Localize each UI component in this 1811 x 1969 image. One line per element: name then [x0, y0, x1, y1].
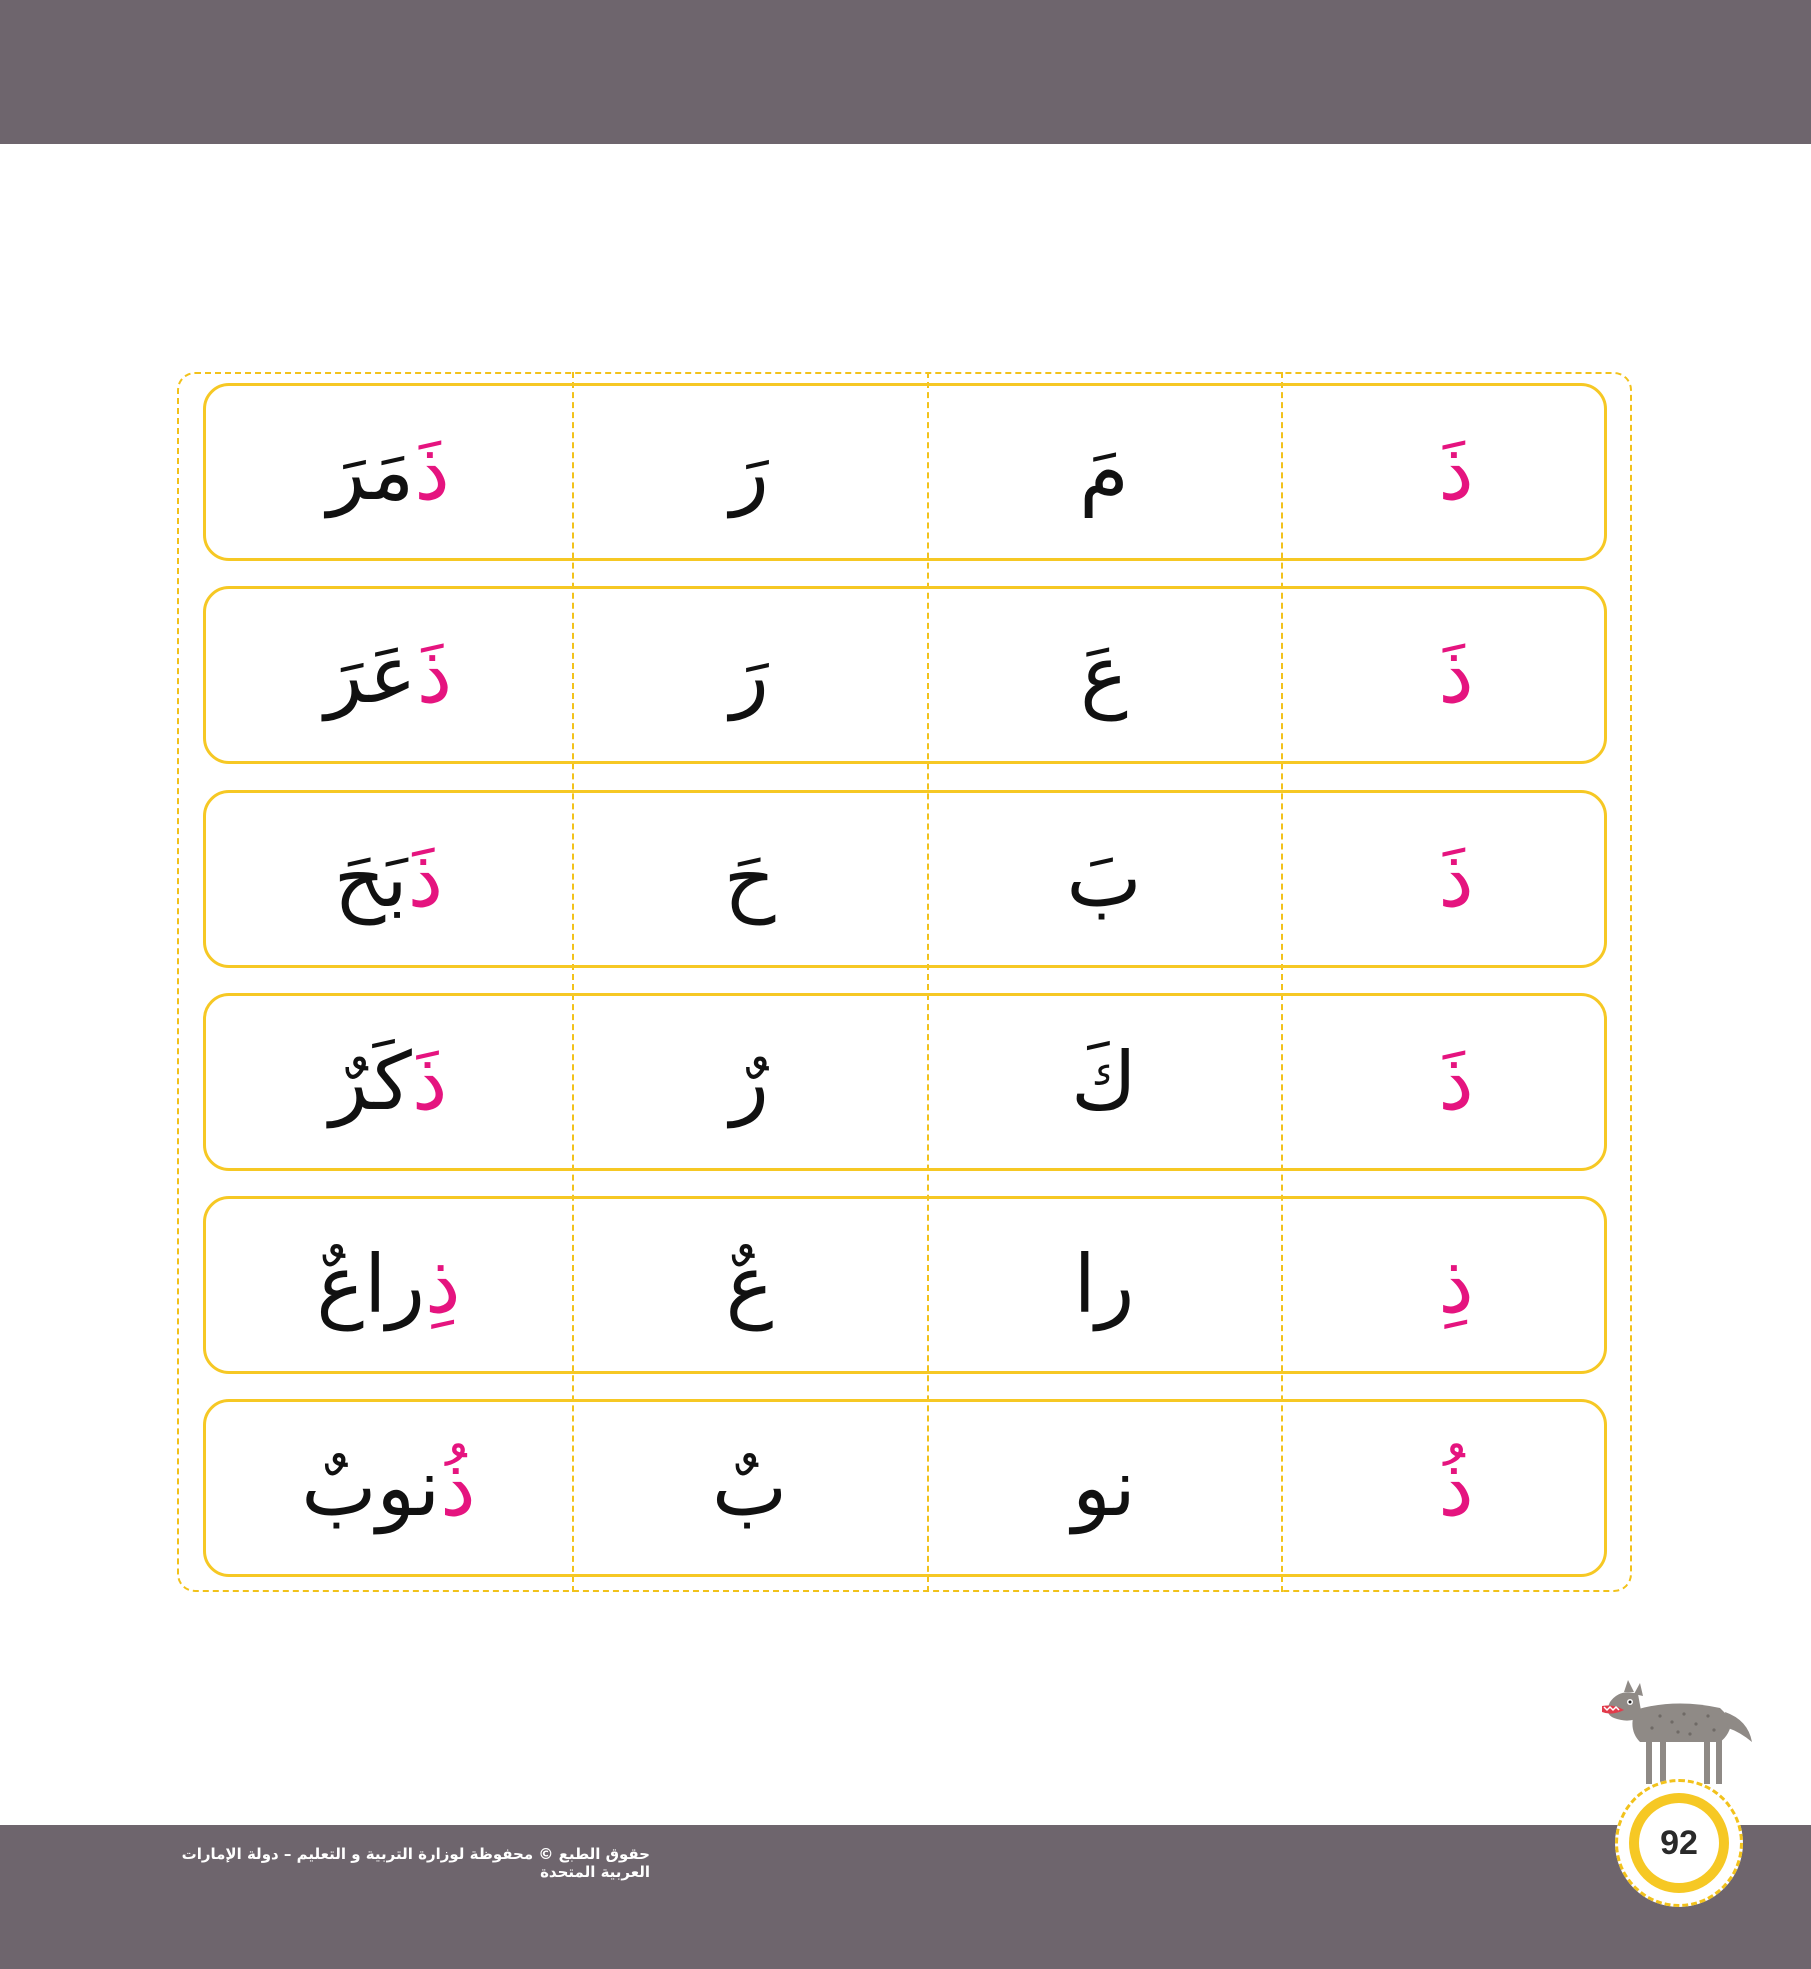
word-prefix: ذَ — [414, 425, 450, 518]
syllable-cell-1: ذَ — [1438, 628, 1474, 721]
syllable-cell-2: كَ — [1071, 1035, 1137, 1128]
word-prefix: ذَ — [416, 628, 453, 721]
syllable-cell-1: ذِ — [1438, 1238, 1474, 1331]
word-rest: راعٌ — [316, 1238, 425, 1331]
syllable-cell-3: حَ — [723, 832, 776, 925]
syllable-cell-1: ذَ — [1438, 425, 1474, 518]
word-prefix: ذَ — [407, 832, 444, 925]
syllable-cell-3: عٌ — [725, 1238, 774, 1331]
syllable-cell-2: را — [1073, 1238, 1135, 1331]
syllable-cell-2: نو — [1072, 1441, 1136, 1534]
copyright-text: حقوق الطبع © محفوظة لوزارة التربية و التعليم – دولة الإمارات العربية المتحدة — [181, 1845, 650, 1881]
word-cell — [205, 993, 572, 1171]
syllable-cell-1: ذُ — [1438, 1441, 1474, 1534]
syllable-cell-3: رَ — [730, 628, 769, 721]
word-cell — [205, 1399, 572, 1577]
word-rest: كَرٌ — [329, 1035, 412, 1128]
word-prefix: ذَ — [411, 1035, 448, 1128]
syllable-cell-2: بَ — [1066, 832, 1142, 925]
word-prefix: ذُ — [440, 1441, 476, 1534]
word-cell — [205, 383, 572, 561]
word-cell — [205, 586, 572, 764]
syllable-cell-1: ذَ — [1438, 832, 1474, 925]
syllable-cell-2: عَ — [1080, 628, 1128, 721]
header-band — [0, 0, 1811, 144]
word-rest: نوبٌ — [301, 1441, 441, 1534]
word-rest: عَرَ — [324, 628, 417, 721]
word-cell — [205, 790, 572, 968]
syllable-cell-3: بٌ — [711, 1441, 788, 1534]
word-rest: بَحَ — [333, 832, 408, 925]
syllable-cell-1: ذَ — [1438, 1035, 1474, 1128]
wolf-icon — [1580, 1680, 1760, 1790]
page-number: 92 — [1639, 1803, 1719, 1883]
syllable-cell-2: مَ — [1079, 425, 1129, 518]
page-number-badge — [1615, 1779, 1743, 1907]
syllable-cell-3: رَ — [730, 425, 769, 518]
word-cell — [205, 1196, 572, 1374]
word-rest: مَرَ — [327, 425, 415, 518]
word-prefix: ذِ — [424, 1238, 461, 1331]
syllable-cell-3: رٌ — [730, 1035, 769, 1128]
